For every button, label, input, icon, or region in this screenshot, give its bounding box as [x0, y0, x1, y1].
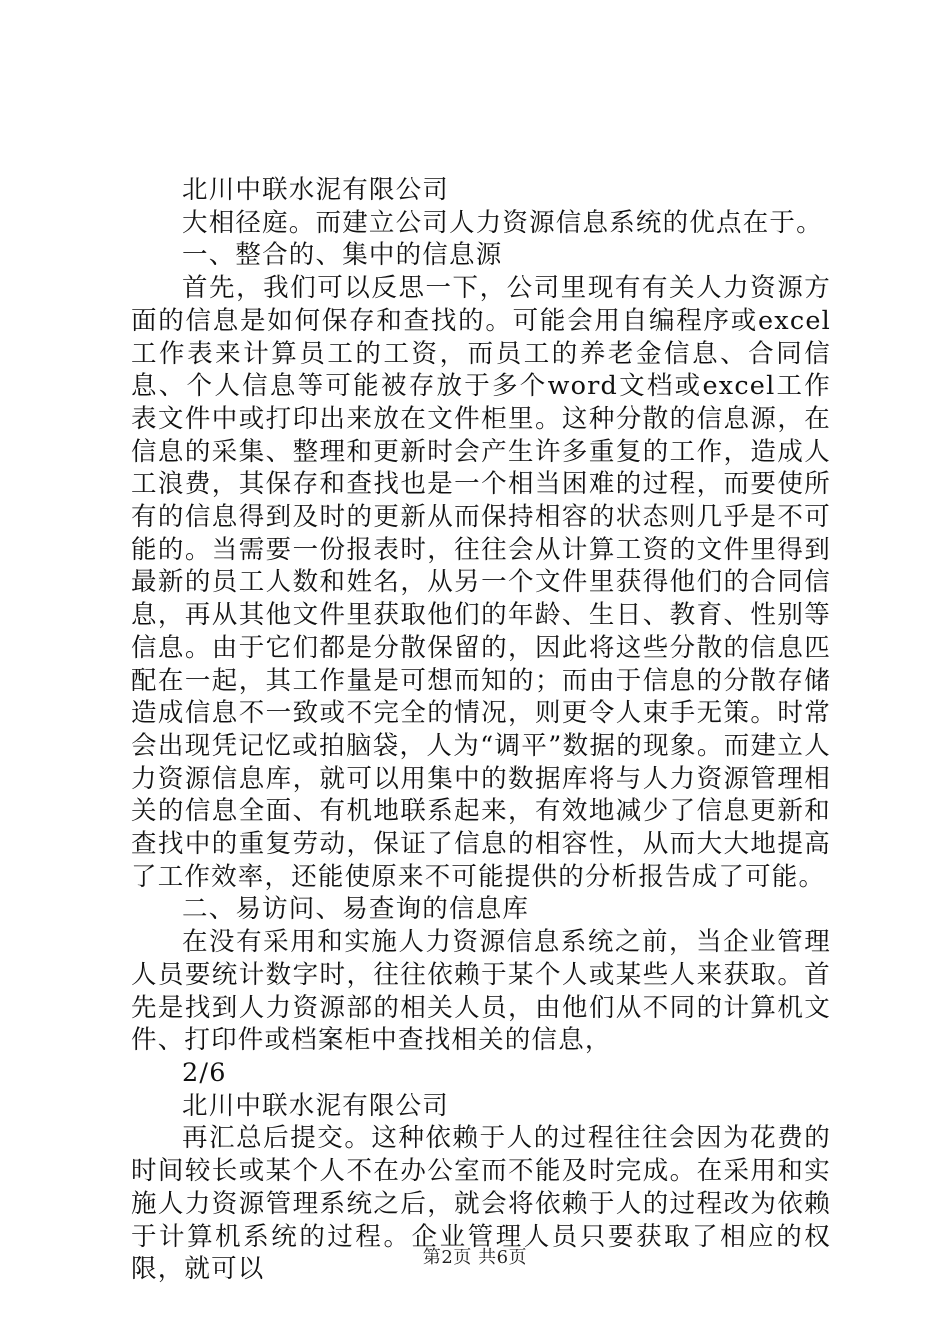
section-heading: 二、易访问、易查询的信息库 — [182, 894, 530, 925]
company-header: 北川中联水泥有限公司 — [182, 175, 450, 205]
paragraph: 在没有采用和实施人力资源信息系统之前，当企业管理人员要统计数字时，往往依赖于某个人或某些人来获取。首先是找到人力资源部的相关人员，由他们从不同的计算机文件、打印件或档案柜中查找相关的信息， — [131, 927, 831, 1056]
paragraph: 再汇总后提交。这种依赖于人的过程往往会因为花费的时间较长或某个人不在办公室而不能及时完成。在采用和实施人力资源管理系统之后，就会将依赖于人的过程改为依赖于计算机系统的过程。企业管理人员只要获取了相应的权限，就可以 — [131, 1123, 831, 1285]
paragraph: 大相径庭。而建立公司人力资源信息系统的优点在于。 — [182, 207, 823, 238]
section-heading: 一、整合的、集中的信息源 — [182, 240, 503, 271]
document-body — [131, 174, 831, 1286]
page-footer: 第2页 共6页 — [422, 1247, 528, 1268]
paragraph: 首先，我们可以反思一下，公司里现有有关人力资源方面的信息是如何保存和查找的。可能会用自编程序或excel工作表来计算员工的工资，而员工的养老金信息、合同信息、个人信息等可能被存放于多个word文档或excel工作表文件中或打印出来放在文件柜里。这种分散的信息源，在信息的采集、整理和更新时会产生许多重复的工作，造成人工浪费，其保存和查找也是一个相当困难的过程，而要使所有的信息得到及时的更新从而保持相容的状态则几乎是不可能的。当需要一份报表时，往往会从计算工资的文件里得到最新的员工人数和姓名，从另一个文件里获得他们的合同信息，再从其他文件里获取他们的年龄、生日、教育、性别等信息。由于它们都是分散保留的，因此将这些分散的信息匹配在一起，其工作量是可想而知的；而由于信息的分散存储造成信息不一致或不完全的情况，则更令人束手无策。时常会出现凭记忆或拍脑袋，人为“调平”数据的现象。而建立人力资源信息库，就可以用集中的数据库将与人力资源管理相关的信息全面、有机地联系起来，有效地减少了信息更新和查找中的重复劳动，保证了信息的相容性，从而大大地提高了工作效率，还能使原来不可能提供的分析报告成了可能。 — [131, 273, 831, 892]
page-marker: 2/6 — [182, 1057, 227, 1088]
company-header: 北川中联水泥有限公司 — [182, 1090, 450, 1121]
